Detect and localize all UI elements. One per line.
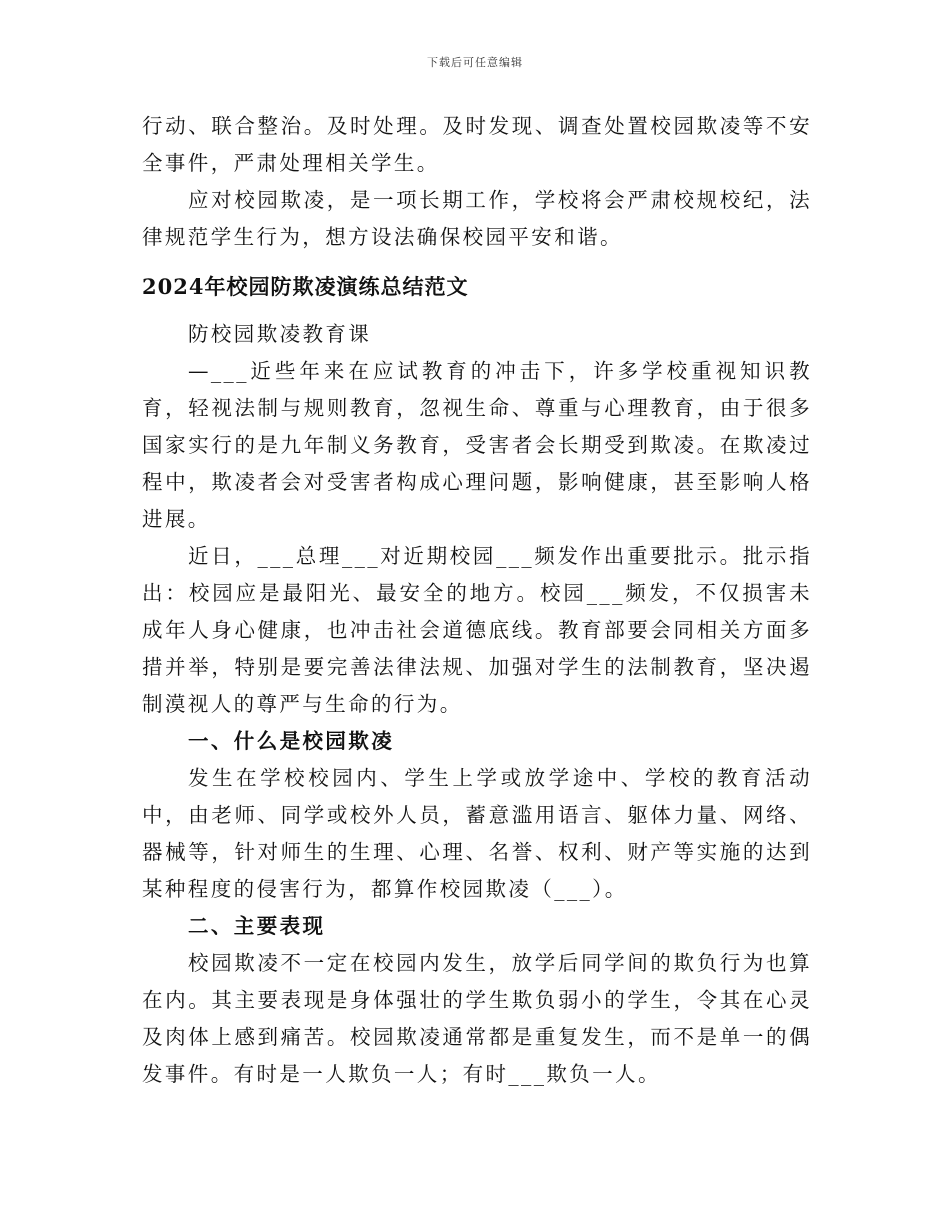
paragraph-course-name: 防校园欺凌教育课: [188, 322, 372, 346]
section-heading-manifestation: 二、主要表现: [188, 914, 326, 938]
header-note: 下载后可任意编辑: [427, 56, 523, 69]
paragraph-continued: 行动、联合整治。及时处理。及时发现、调查处置校园欺凌等不安全事件，严肃处理相关学生。: [142, 114, 812, 175]
paragraph-manifestation: 校园欺凌不一定在校园内发生，放学后同学间的欺负行为也算在内。其主要表现是身体强壮的学生欺负弱小的学生，令其在心灵及肉体上感到痛苦。校园欺凌通常都是重复发生，而不是单一的偶发事件。有时是一人欺负一人；有时___欺负一人。: [142, 951, 812, 1086]
document-title: 2024年校园防欺凌演练总结范文: [142, 274, 469, 299]
paragraph-conclusion: 应对校园欺凌，是一项长期工作，学校将会严肃校规校纪，法律规范学生行为，想方设法确保校园平安和谐。: [142, 188, 812, 249]
paragraph-instruction: 近日，___总理___对近期校园___频发作出重要批示。批示指出：校园应是最阳光、最安全的地方。校园___频发，不仅损害未成年人身心健康，也冲击社会道德底线。教育部要会同相关方面多措并举，特别是要完善法律法规、加强对学生的法制教育，坚决遏制漠视人的尊严与生命的行为。: [142, 544, 812, 716]
paragraph-definition: 发生在学校校园内、学生上学或放学途中、学校的教育活动中，由老师、同学或校外人员，蓄意滥用语言、躯体力量、网络、器械等，针对师生的生理、心理、名誉、权利、财产等实施的达到某种程度的侵害行为，都算作校园欺凌（___）。: [142, 766, 812, 901]
document-body: [142, 108, 812, 1093]
section-heading-definition: 一、什么是校园欺凌: [188, 729, 395, 753]
paragraph-intro: —___近些年来在应试教育的冲击下，许多学校重视知识教育，轻视法制与规则教育，忽视生命、尊重与心理教育，由于很多国家实行的是九年制义务教育，受害者会长期受到欺凌。在欺凌过程中，欺凌者会对受害者构成心理问题，影响健康，甚至影响人格进展。: [142, 359, 812, 531]
